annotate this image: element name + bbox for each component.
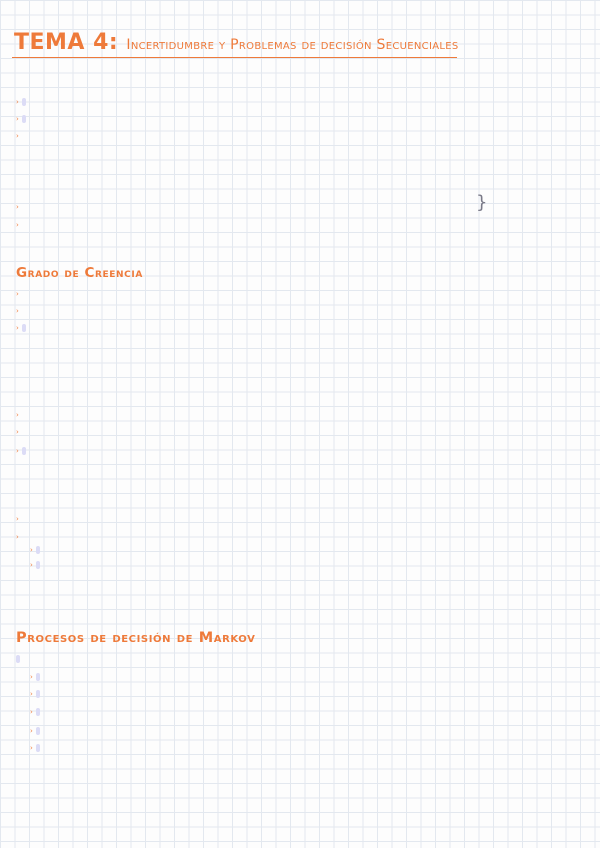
markov-text-5 <box>36 727 40 735</box>
bullet-icon: › <box>16 132 19 140</box>
secuenciales-text-3 <box>36 546 40 554</box>
title-lead: TEMA 4: <box>14 30 119 55</box>
bullet-icon: › <box>16 411 19 419</box>
bullet-icon: › <box>30 690 33 698</box>
secuenciales-line-4 <box>30 561 40 569</box>
bullet-icon: › <box>16 290 19 298</box>
bullet-icon: › <box>16 515 19 523</box>
markov-text-2 <box>36 673 40 681</box>
creencia-text-3 <box>22 324 26 332</box>
utilidad-line-2 <box>16 428 22 436</box>
bullet-icon: › <box>30 727 33 735</box>
title-underline <box>12 57 457 58</box>
bullet-icon: › <box>30 673 33 681</box>
manipulacion-line-1 <box>16 203 22 211</box>
comportamiento-line-3 <box>16 132 22 140</box>
creencia-line-2 <box>16 307 22 315</box>
markov-line-6 <box>30 744 40 752</box>
bullet-icon: › <box>16 115 19 123</box>
markov-line-1 <box>16 655 20 663</box>
bullet-icon: › <box>16 307 19 315</box>
secuenciales-line-2 <box>16 533 22 541</box>
comportamiento-text-1 <box>22 98 26 106</box>
utilidad-line-1 <box>16 411 22 419</box>
sub-bullet-icon: › <box>30 546 33 554</box>
secuenciales-text-4 <box>36 561 40 569</box>
markov-line-5 <box>30 727 40 735</box>
comportamiento-text-2 <box>22 115 26 123</box>
markov-text-3 <box>36 690 40 698</box>
comportamiento-line-2 <box>16 115 26 123</box>
markov-line-3 <box>30 690 40 698</box>
title-rest: Incertidumbre y Problemas de decisión Secuenciales <box>126 37 459 53</box>
secuenciales-line-1 <box>16 515 22 523</box>
brace-icon: } <box>476 192 488 213</box>
creencia-line-1 <box>16 290 22 298</box>
bullet-icon: › <box>16 98 19 106</box>
bullet-icon: › <box>16 447 19 455</box>
utilidad-line-3 <box>16 447 26 455</box>
manipulacion-line-2 <box>16 221 22 229</box>
page-title <box>14 30 458 55</box>
secuenciales-line-3 <box>30 546 40 554</box>
bullet-icon: › <box>16 428 19 436</box>
bullet-icon: › <box>30 744 33 752</box>
markov-line-4 <box>30 708 40 716</box>
markov-text-6 <box>36 744 40 752</box>
sub-bullet-icon: › <box>30 561 33 569</box>
comportamiento-line-1 <box>16 98 26 106</box>
bullet-icon: › <box>16 533 19 541</box>
markov-line-2 <box>30 673 40 681</box>
bullet-icon: › <box>16 221 19 229</box>
heading-creencia: Grado de Creencia <box>16 265 143 281</box>
markov-text-1 <box>16 655 20 663</box>
bullet-icon: › <box>30 708 33 716</box>
creencia-line-3 <box>16 324 26 332</box>
markov-text-4 <box>36 708 40 716</box>
bullet-icon: › <box>16 324 19 332</box>
utilidad-text-3a <box>22 447 26 455</box>
bullet-icon: › <box>16 203 19 211</box>
heading-markov: Procesos de decisión de Markov <box>16 630 256 646</box>
